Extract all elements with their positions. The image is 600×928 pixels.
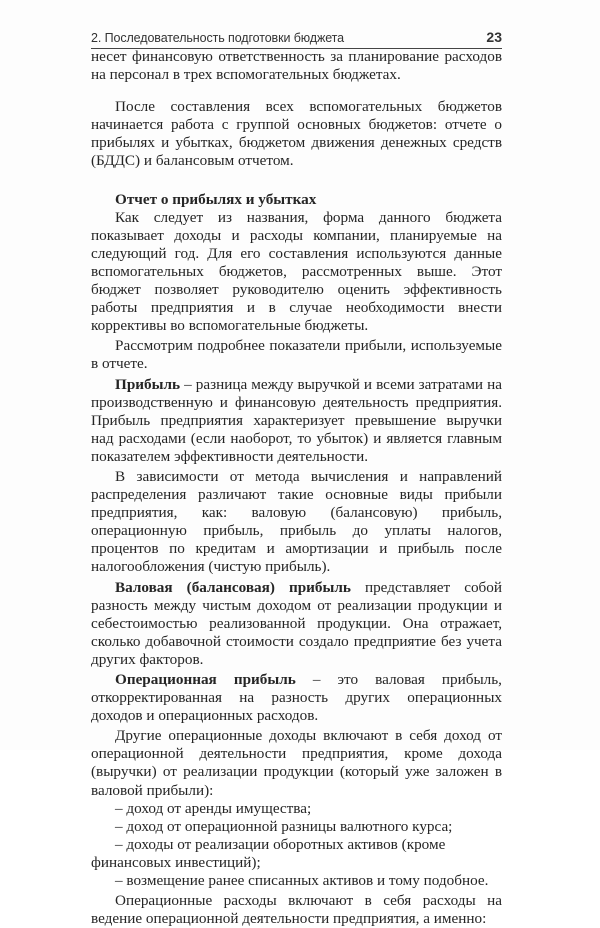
paragraph-gross-profit bbox=[91, 579, 502, 669]
operating-profit-text: – это валовая прибыль, откорректированная на разность других операционных доходов и операционных расходов. bbox=[91, 671, 502, 725]
list-item: – доход от операционной разницы валютного курса; bbox=[115, 817, 453, 835]
page-body bbox=[91, 48, 502, 928]
section-title: 2. Последовательность подготовки бюджета bbox=[91, 31, 345, 45]
paragraph-profit-definition bbox=[91, 376, 502, 466]
term-profit: Прибыль bbox=[115, 375, 181, 393]
page-number: 23 bbox=[486, 29, 502, 45]
paragraph-profit-types: В зависимости от метода вычисления и направлений распределения различают такие основные виды прибыли предприятия, как: валовую (балансовую) прибыль, операционную прибыль, прибыль до уплаты налогов, процентов по кредитам и амортизации и прибыль после налогообложения (чистую прибыль). bbox=[91, 467, 502, 576]
paragraph-continued: несет финансовую ответственность за планирование расходов на персонал в трех вспомогательных бюджетах. bbox=[91, 48, 502, 84]
paragraph-operating-expenses: Операционные расходы включают в себя расходы на ведение операционной деятельности предприятия, а именно: bbox=[91, 892, 502, 928]
running-header bbox=[91, 30, 502, 47]
paragraph-budget-form: Как следует из названия, форма данного бюджета показывает доходы и расходы компании, планируемые на следующий год. Для его составления используются данные вспомогательных бюджетов, рассмотренных выше. Этот бюджет позволяет руководителю оценить эффективность работы предприятия и в случае необходимости внести коррективы во вспомогательные бюджеты. bbox=[91, 208, 502, 335]
gross-profit-text: представляет собой разность между чистым доходом от реализации продукции и себестоимостью реализованной продукции. Она отражает, сколько добавочной стоимости создало предприятие без учета других факторов. bbox=[91, 578, 502, 668]
term-operating-profit: Операционная прибыль bbox=[115, 671, 296, 688]
list-item: – доходы от реализации оборотных активов (кроме финансовых инвестиций); bbox=[91, 835, 446, 871]
list-item: – возмещение ранее списанных активов и тому подобное. bbox=[115, 872, 489, 890]
paragraph-profit-indicators: Рассмотрим подробнее показатели прибыли, используемые в отчете. bbox=[91, 337, 502, 373]
term-gross-profit: Валовая (балансовая) прибыль bbox=[115, 578, 351, 596]
paragraph-operating-profit bbox=[91, 671, 502, 725]
profit-definition-text: – разница между выручкой и всеми затратами на производственную и финансовую деятельность предприятия. Прибыль предприятия характеризует превышение выручки над расходами (если наоборот, то убыток) и является главным показателем эффективности деятельности. bbox=[91, 375, 502, 465]
section-heading: Отчет о прибылях и убытках bbox=[115, 190, 317, 208]
paragraph-other-income: Другие операционные доходы включают в себя доход от операционной деятельности предприятия, кроме дохода (выручки) от реализации продукции (который уже заложен в валовой прибыли): bbox=[91, 727, 502, 799]
list-item: – доход от аренды имущества; bbox=[115, 799, 312, 817]
paragraph-main-budgets: После составления всех вспомогательных бюджетов начинается работа с группой основных бюджетов: отчете о прибылях и убытках, бюджетом движения денежных средств (БДДС) и балансовым отчетом. bbox=[91, 98, 502, 170]
